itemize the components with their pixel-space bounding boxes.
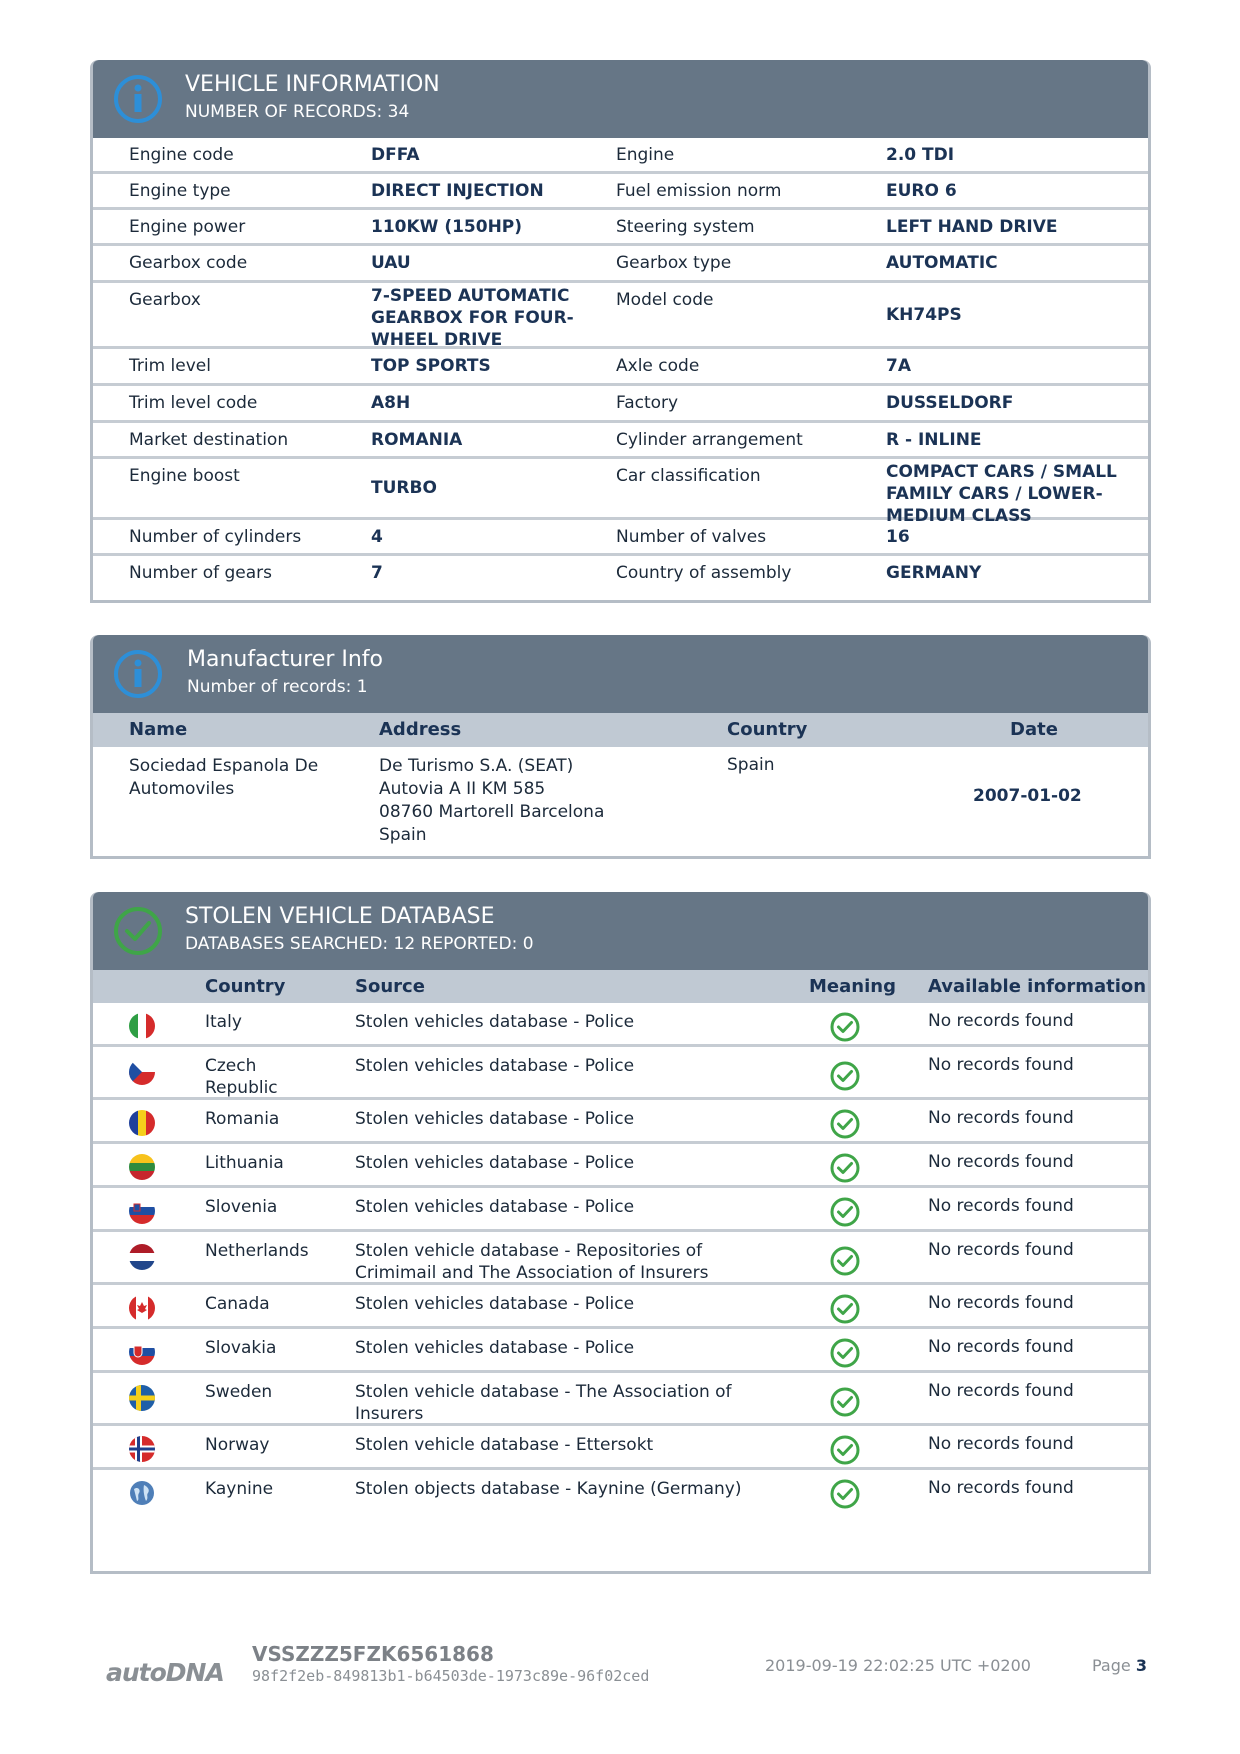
kaynine-flag-icon xyxy=(129,1480,155,1506)
stolen-table xyxy=(93,1003,1148,1514)
column-header-name: Name xyxy=(129,719,188,740)
source-name: Stolen vehicle database - Repositories of Crimimail and The Association of Insurers xyxy=(355,1241,709,1283)
country-name: Kaynine xyxy=(205,1479,274,1499)
source-name: Stolen vehicles database - Police xyxy=(355,1197,635,1217)
stolen-row xyxy=(93,1003,1148,1047)
field-value: A8H xyxy=(371,393,411,413)
stolen-column-headers xyxy=(93,970,1148,1003)
stolen-row xyxy=(93,1285,1148,1329)
available-info: No records found xyxy=(928,1055,1074,1075)
info-icon xyxy=(113,74,163,124)
field-label: Car classification xyxy=(616,466,761,486)
autodna-logo: autoDNA xyxy=(106,1658,224,1687)
field-label: Engine type xyxy=(129,181,231,201)
stolen-row xyxy=(93,1329,1148,1373)
field-value: 7 xyxy=(371,563,383,583)
stolen-row xyxy=(93,1232,1148,1285)
column-header-date: Date xyxy=(1010,719,1058,740)
available-info: No records found xyxy=(928,1381,1074,1401)
column-header-country: Country xyxy=(727,719,808,740)
field-value: 4 xyxy=(371,527,383,547)
stolen-row xyxy=(93,1373,1148,1426)
lithuania-flag-icon xyxy=(129,1154,155,1180)
available-info: No records found xyxy=(928,1196,1074,1216)
vehicle-info-row xyxy=(93,386,1148,423)
stolen-row xyxy=(93,1144,1148,1188)
field-label: Engine code xyxy=(129,145,234,165)
manufacturer-header xyxy=(93,635,1148,713)
field-value: TOP SPORTS xyxy=(371,356,491,376)
source-name: Stolen vehicles database - Police xyxy=(355,1153,635,1173)
source-name: Stolen vehicles database - Police xyxy=(355,1294,635,1314)
field-label: Axle code xyxy=(616,356,700,376)
field-value: COMPACT CARS / SMALL FAMILY CARS / LOWER-MEDIUM CLASS xyxy=(886,462,1117,526)
column-header-address: Address xyxy=(379,719,462,740)
vehicle-info-row xyxy=(93,556,1148,591)
italy-flag-icon xyxy=(129,1013,155,1039)
check-circle-icon xyxy=(830,1479,860,1509)
sweden-flag-icon xyxy=(129,1385,155,1411)
field-label: Gearbox xyxy=(129,290,201,310)
czech-republic-flag-icon xyxy=(129,1059,155,1085)
field-value: R - INLINE xyxy=(886,430,982,450)
check-circle-icon xyxy=(830,1435,860,1465)
check-circle-icon xyxy=(830,1012,860,1042)
field-value: DUSSELDORF xyxy=(886,393,1014,413)
field-value: DIRECT INJECTION xyxy=(371,181,544,201)
vehicle-info-panel xyxy=(90,60,1151,603)
field-value: 7A xyxy=(886,356,911,376)
check-circle-icon xyxy=(830,1153,860,1183)
vin-number: VSSZZZ5FZK6561868 xyxy=(252,1642,494,1666)
check-circle-icon xyxy=(113,906,163,956)
vehicle-info-subtitle: NUMBER OF RECORDS: 34 xyxy=(185,102,410,122)
check-circle-icon xyxy=(830,1197,860,1227)
vehicle-info-title: VEHICLE INFORMATION xyxy=(185,72,440,97)
manufacturer-name: Sociedad Espanola De Automoviles xyxy=(129,756,319,799)
manufacturer-address xyxy=(379,755,604,847)
address-line: De Turismo S.A. (SEAT) xyxy=(379,756,574,776)
column-header-meaning: Meaning xyxy=(809,976,896,997)
field-label: Gearbox type xyxy=(616,253,732,273)
field-value: GERMANY xyxy=(886,563,982,583)
source-name: Stolen vehicles database - Police xyxy=(355,1056,635,1076)
check-circle-icon xyxy=(830,1109,860,1139)
vehicle-info-row xyxy=(93,459,1148,526)
footer xyxy=(0,1640,1240,1700)
field-value: 7-SPEED AUTOMATIC GEARBOX FOR FOUR-WHEEL DRIVE xyxy=(371,286,574,350)
page-indicator xyxy=(1092,1656,1147,1675)
available-info: No records found xyxy=(928,1478,1074,1498)
column-header-info: Available information xyxy=(928,976,1147,997)
country-name: Italy xyxy=(205,1012,242,1032)
field-label: Engine boost xyxy=(129,466,240,486)
stolen-title: STOLEN VEHICLE DATABASE xyxy=(185,904,495,929)
field-label: Gearbox code xyxy=(129,253,248,273)
field-label: Model code xyxy=(616,290,714,310)
field-value: LEFT HAND DRIVE xyxy=(886,217,1058,237)
source-name: Stolen vehicle database - The Association of Insurers xyxy=(355,1382,732,1424)
manufacturer-subtitle: Number of records: 1 xyxy=(187,677,368,697)
field-label: Steering system xyxy=(616,217,755,237)
manufacturer-column-headers xyxy=(93,713,1148,747)
available-info: No records found xyxy=(928,1108,1074,1128)
manufacturer-date: 2007-01-02 xyxy=(973,786,1082,806)
address-line: Spain xyxy=(379,825,427,845)
field-label: Number of valves xyxy=(616,527,767,547)
field-value: EURO 6 xyxy=(886,181,957,201)
slovakia-flag-icon xyxy=(129,1339,155,1365)
available-info: No records found xyxy=(928,1152,1074,1172)
page-label: Page xyxy=(1092,1656,1131,1675)
vehicle-info-row xyxy=(93,283,1148,349)
field-label: Number of gears xyxy=(129,563,272,583)
info-icon xyxy=(113,649,163,699)
vehicle-info-row xyxy=(93,174,1148,210)
available-info: No records found xyxy=(928,1434,1074,1454)
country-name: Romania xyxy=(205,1109,280,1129)
vehicle-info-row xyxy=(93,423,1148,459)
source-name: Stolen vehicles database - Police xyxy=(355,1109,635,1129)
field-value: DFFA xyxy=(371,145,420,165)
manufacturer-country: Spain xyxy=(727,755,775,775)
vehicle-info-row xyxy=(93,520,1148,556)
field-value: AUTOMATIC xyxy=(886,253,998,273)
field-label: Country of assembly xyxy=(616,563,792,583)
vehicle-info-row xyxy=(93,138,1148,174)
field-label: Factory xyxy=(616,393,679,413)
manufacturer-panel xyxy=(90,635,1151,859)
field-label: Market destination xyxy=(129,430,289,450)
country-name: Netherlands xyxy=(205,1241,309,1261)
country-name: Norway xyxy=(205,1435,270,1455)
norway-flag-icon xyxy=(129,1436,155,1462)
field-value: KH74PS xyxy=(886,304,962,325)
field-label: Trim level code xyxy=(129,393,258,413)
field-label: Trim level xyxy=(129,356,211,376)
available-info: No records found xyxy=(928,1337,1074,1357)
report-hash: 98f2f2eb-849813b1-b64503de-1973c89e-96f02ced xyxy=(252,1667,650,1685)
check-circle-icon xyxy=(830,1294,860,1324)
stolen-subtitle: DATABASES SEARCHED: 12 REPORTED: 0 xyxy=(185,934,534,954)
source-name: Stolen vehicles database - Police xyxy=(355,1338,635,1358)
check-circle-icon xyxy=(830,1061,860,1091)
country-name: Canada xyxy=(205,1294,270,1314)
canada-flag-icon xyxy=(129,1295,155,1321)
vehicle-info-table xyxy=(93,138,1148,591)
stolen-row xyxy=(93,1426,1148,1470)
country-name: Slovenia xyxy=(205,1197,278,1217)
field-value: 16 xyxy=(886,527,910,547)
stolen-row xyxy=(93,1188,1148,1232)
source-name: Stolen vehicles database - Police xyxy=(355,1012,635,1032)
source-name: Stolen vehicle database - Ettersokt xyxy=(355,1435,654,1455)
available-info: No records found xyxy=(928,1240,1074,1260)
stolen-row xyxy=(93,1047,1148,1100)
stolen-panel xyxy=(90,892,1151,1574)
country-name: Sweden xyxy=(205,1382,273,1402)
column-header-country: Country xyxy=(205,976,286,997)
source-name: Stolen objects database - Kaynine (Germany) xyxy=(355,1479,742,1499)
check-circle-icon xyxy=(830,1387,860,1417)
country-name: Slovakia xyxy=(205,1338,277,1358)
vehicle-info-row xyxy=(93,349,1148,386)
check-circle-icon xyxy=(830,1246,860,1276)
field-label: Cylinder arrangement xyxy=(616,430,803,450)
stolen-header xyxy=(93,892,1148,970)
field-label: Number of cylinders xyxy=(129,527,302,547)
netherlands-flag-icon xyxy=(129,1244,155,1270)
vehicle-info-row xyxy=(93,210,1148,246)
field-value: UAU xyxy=(371,253,411,273)
check-circle-icon xyxy=(830,1338,860,1368)
available-info: No records found xyxy=(928,1293,1074,1313)
manufacturer-row xyxy=(93,747,1148,853)
field-label: Engine power xyxy=(129,217,246,237)
address-line: Autovia A II KM 585 xyxy=(379,779,546,799)
field-label: Engine xyxy=(616,145,675,165)
field-label: Fuel emission norm xyxy=(616,181,782,201)
field-value: ROMANIA xyxy=(371,430,463,450)
vehicle-info-row xyxy=(93,246,1148,283)
romania-flag-icon xyxy=(129,1110,155,1136)
country-name: Lithuania xyxy=(205,1153,284,1173)
address-line: 08760 Martorell Barcelona xyxy=(379,802,605,822)
country-name: Czech Republic xyxy=(205,1056,278,1098)
stolen-row xyxy=(93,1470,1148,1514)
available-info: No records found xyxy=(928,1011,1074,1031)
field-value: TURBO xyxy=(371,478,437,498)
stolen-row xyxy=(93,1100,1148,1144)
report-timestamp: 2019-09-19 22:02:25 UTC +0200 xyxy=(765,1656,1031,1675)
slovenia-flag-icon xyxy=(129,1198,155,1224)
vehicle-info-header xyxy=(93,60,1148,138)
manufacturer-title: Manufacturer Info xyxy=(187,647,384,672)
column-header-source: Source xyxy=(355,976,425,997)
field-value: 2.0 TDI xyxy=(886,145,955,165)
page-number: 3 xyxy=(1135,1656,1147,1675)
field-value: 110KW (150HP) xyxy=(371,217,523,237)
